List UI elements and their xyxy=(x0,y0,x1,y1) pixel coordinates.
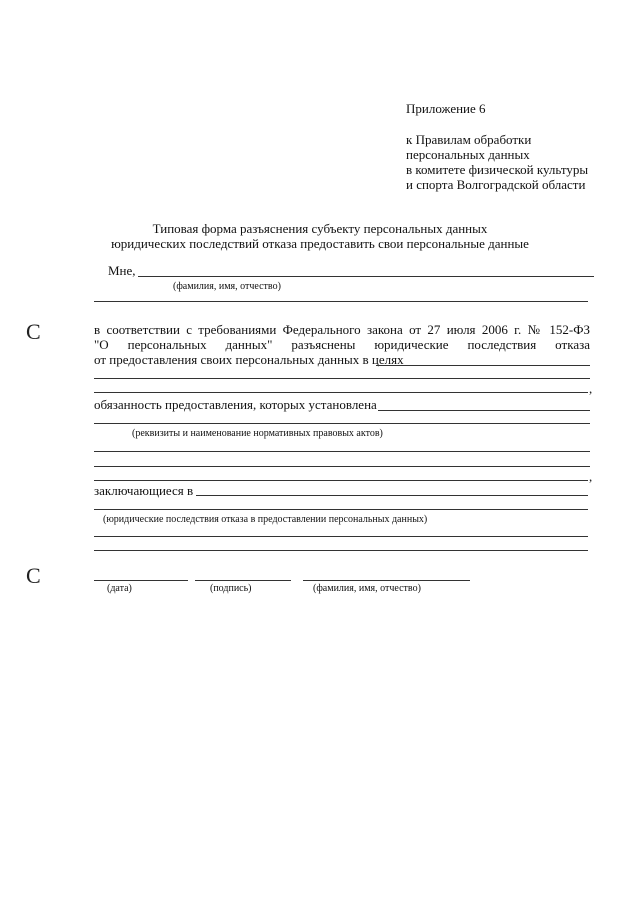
me-label: Мне, xyxy=(108,263,136,278)
appendix-number: Приложение 6 xyxy=(406,101,486,116)
margin-mark: C xyxy=(26,563,41,588)
header-line-3: в комитете физической культуры xyxy=(406,162,589,177)
purpose-line-3[interactable] xyxy=(94,392,588,393)
acts-comma: , xyxy=(589,469,593,484)
date-caption: (дата) xyxy=(107,583,132,594)
consequences-caption: (юридические последствия отказа в предоставлении персональных данных) xyxy=(103,514,428,525)
acts-line-3[interactable] xyxy=(94,466,590,467)
obligation-label: обязанность предоставления, которых установлена xyxy=(94,397,377,412)
purpose-comma: , xyxy=(589,381,593,396)
fio-line[interactable] xyxy=(138,276,594,277)
purpose-line-2[interactable] xyxy=(94,378,590,379)
body-line-3: от предоставления своих персональных данных в целях xyxy=(94,352,404,367)
header-line-4: и спорта Волгоградской области xyxy=(406,177,586,192)
obligation-line[interactable] xyxy=(378,410,590,411)
consequences-line-3[interactable] xyxy=(94,550,588,551)
date-line[interactable] xyxy=(94,580,188,581)
acts-line-2[interactable] xyxy=(94,451,590,452)
form-title-line-1: Типовая форма разъяснения субъекту персональных данных xyxy=(152,221,488,236)
consisting-label: заключающиеся в xyxy=(94,483,194,498)
purpose-line[interactable] xyxy=(376,365,590,366)
acts-line-4[interactable] xyxy=(94,480,588,481)
header-line-1: к Правилам обработки xyxy=(406,132,532,147)
signature-line[interactable] xyxy=(195,580,291,581)
fio-caption: (фамилия, имя, отчество) xyxy=(173,281,281,292)
consequences-line[interactable] xyxy=(94,509,588,510)
signer-name-caption: (фамилия, имя, отчество) xyxy=(313,583,421,594)
body-line-2: "О персональных данных" разъяснены юридические последствия отказа xyxy=(94,337,590,352)
fio-line-2[interactable] xyxy=(94,301,588,302)
margin-mark: C xyxy=(26,319,41,344)
consequences-line-2[interactable] xyxy=(94,536,588,537)
acts-caption: (реквизиты и наименование нормативных правовых актов) xyxy=(132,428,383,439)
consisting-line[interactable] xyxy=(196,495,588,496)
signature-caption: (подпись) xyxy=(210,583,252,594)
acts-line[interactable] xyxy=(94,423,590,424)
signer-name-line[interactable] xyxy=(303,580,470,581)
header-line-2: персональных данных xyxy=(406,147,530,162)
form-title-line-2: юридических последствий отказа предоставить свои персональные данные xyxy=(111,236,529,251)
body-line-1: в соответствии с требованиями Федерального закона от 27 июля 2006 г. № 152-ФЗ xyxy=(94,322,590,337)
